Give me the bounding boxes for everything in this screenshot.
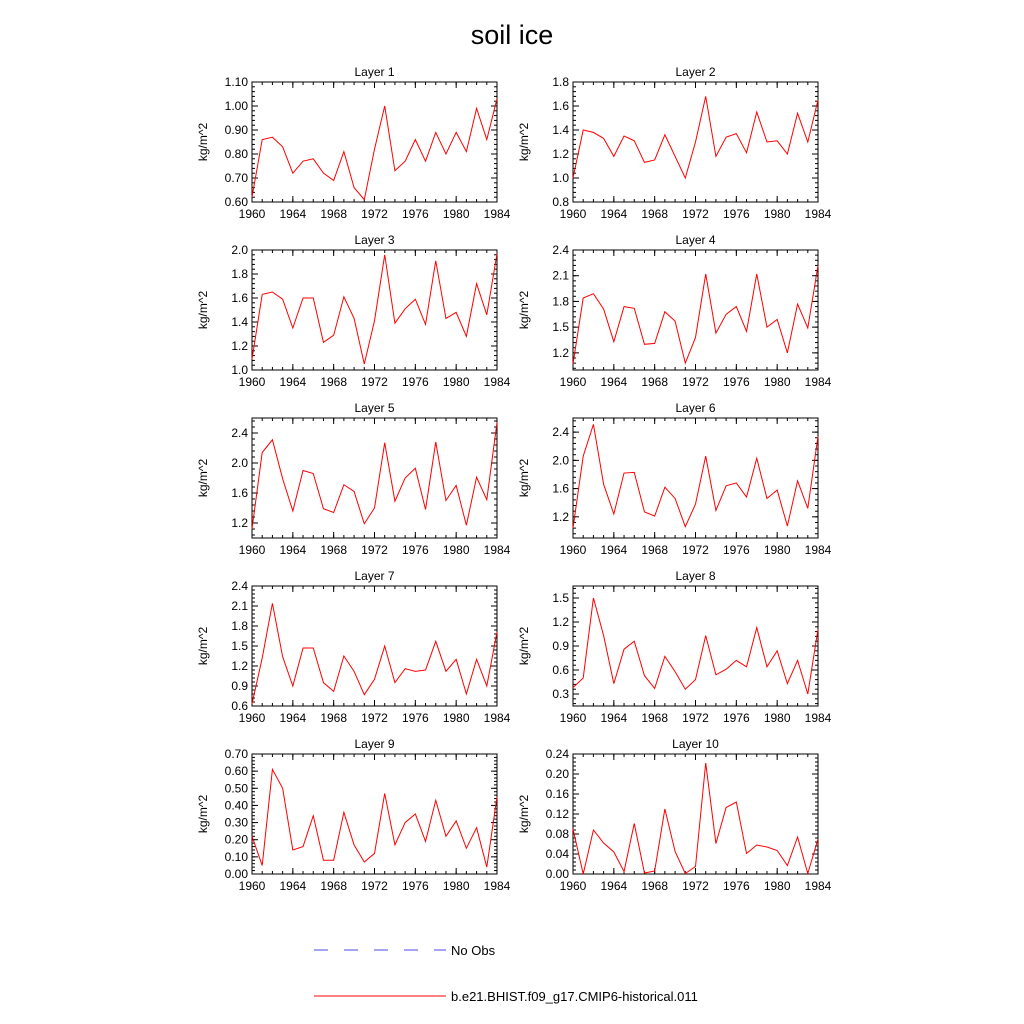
x-tick-label: 1984 bbox=[804, 879, 832, 893]
y-tick-label: 0.00 bbox=[545, 867, 569, 881]
y-tick-label: 0.04 bbox=[545, 847, 569, 861]
y-tick-label: 1.2 bbox=[552, 147, 569, 161]
y-tick-label: 2.4 bbox=[231, 579, 248, 593]
y-tick-label: 1.2 bbox=[552, 615, 569, 629]
x-tick-label: 1984 bbox=[483, 879, 511, 893]
x-tick-label: 1984 bbox=[804, 711, 832, 725]
y-tick-label: 0.90 bbox=[224, 123, 248, 137]
x-tick-label: 1968 bbox=[320, 543, 348, 557]
y-tick-label: 0.16 bbox=[545, 787, 569, 801]
y-tick-label: 1.8 bbox=[231, 619, 248, 633]
y-tick-label: 1.2 bbox=[552, 509, 569, 524]
x-tick-label: 1968 bbox=[320, 879, 348, 893]
plot-frame bbox=[252, 82, 497, 202]
y-tick-label: 2.0 bbox=[552, 453, 569, 468]
x-tick-label: 1984 bbox=[804, 207, 832, 221]
series-line bbox=[573, 598, 818, 694]
x-tick-label: 1960 bbox=[238, 711, 266, 725]
x-tick-label: 1960 bbox=[238, 375, 266, 389]
y-tick-label: 1.4 bbox=[552, 123, 569, 137]
y-axis-label: kg/m^2 bbox=[517, 458, 531, 498]
panel-layer-8 bbox=[517, 569, 832, 725]
y-tick-label: 0.9 bbox=[231, 679, 248, 693]
legend-entry-no-obs bbox=[314, 943, 496, 958]
y-tick-label: 1.0 bbox=[552, 171, 569, 185]
x-tick-label: 1980 bbox=[442, 207, 470, 221]
panel-title: Layer 2 bbox=[675, 65, 716, 79]
plot-frame bbox=[573, 250, 818, 370]
series-line bbox=[573, 763, 818, 874]
x-tick-label: 1960 bbox=[238, 543, 266, 557]
x-tick-label: 1968 bbox=[641, 375, 669, 389]
x-tick-label: 1980 bbox=[763, 207, 791, 221]
y-tick-label: 0.70 bbox=[224, 171, 248, 185]
x-tick-label: 1972 bbox=[361, 879, 388, 893]
y-tick-label: 0.30 bbox=[224, 815, 248, 830]
x-tick-label: 1960 bbox=[559, 207, 587, 221]
x-tick-label: 1964 bbox=[279, 543, 307, 557]
y-tick-label: 2.4 bbox=[552, 425, 569, 440]
x-tick-label: 1964 bbox=[600, 879, 628, 893]
y-tick-label: 1.5 bbox=[231, 639, 248, 653]
x-tick-label: 1968 bbox=[641, 207, 669, 221]
y-tick-label: 0.20 bbox=[545, 767, 569, 781]
y-tick-label: 2.0 bbox=[231, 456, 248, 470]
y-tick-label: 0.24 bbox=[545, 747, 569, 761]
y-tick-label: 2.1 bbox=[231, 599, 248, 613]
y-tick-label: 0.3 bbox=[552, 687, 569, 701]
x-tick-label: 1976 bbox=[401, 543, 429, 557]
y-tick-label: 1.8 bbox=[552, 75, 569, 89]
y-axis-label: kg/m^2 bbox=[517, 626, 531, 666]
plot-frame bbox=[252, 418, 497, 538]
figure-title: soil ice bbox=[470, 20, 554, 50]
y-tick-label: 1.2 bbox=[231, 516, 248, 530]
x-tick-label: 1984 bbox=[483, 207, 511, 221]
panel-grid bbox=[196, 65, 832, 893]
x-tick-label: 1976 bbox=[722, 711, 750, 725]
panel-title: Layer 9 bbox=[354, 737, 395, 751]
x-tick-label: 1984 bbox=[483, 375, 511, 389]
x-tick-label: 1968 bbox=[320, 207, 348, 221]
x-tick-label: 1976 bbox=[401, 207, 429, 221]
y-tick-label: 0.80 bbox=[224, 147, 248, 161]
y-axis-label: kg/m^2 bbox=[517, 122, 531, 162]
panel-layer-10 bbox=[517, 737, 832, 893]
x-tick-label: 1960 bbox=[559, 879, 587, 893]
y-tick-label: 0.60 bbox=[224, 195, 248, 209]
y-tick-label: 1.5 bbox=[552, 591, 569, 605]
y-tick-label: 0.10 bbox=[224, 849, 248, 864]
x-tick-label: 1980 bbox=[763, 879, 791, 893]
panel-layer-7 bbox=[196, 569, 511, 725]
x-tick-label: 1964 bbox=[279, 879, 307, 893]
y-tick-label: 1.2 bbox=[231, 339, 248, 353]
legend-entry-model bbox=[314, 989, 698, 1004]
y-tick-label: 1.8 bbox=[552, 294, 569, 309]
panel-title: Layer 6 bbox=[675, 401, 716, 415]
plot-frame bbox=[573, 418, 818, 538]
x-tick-label: 1960 bbox=[238, 879, 266, 893]
plot-frame bbox=[252, 586, 497, 706]
x-tick-label: 1980 bbox=[442, 543, 470, 557]
x-tick-label: 1976 bbox=[722, 543, 750, 557]
x-tick-label: 1964 bbox=[600, 207, 628, 221]
x-tick-label: 1964 bbox=[279, 711, 307, 725]
series-line bbox=[252, 99, 497, 200]
y-tick-label: 1.00 bbox=[224, 99, 248, 113]
x-tick-label: 1968 bbox=[320, 711, 348, 725]
plot-frame bbox=[252, 754, 497, 874]
y-tick-label: 1.6 bbox=[231, 486, 248, 500]
series-line bbox=[573, 265, 818, 364]
x-tick-label: 1976 bbox=[401, 879, 429, 893]
x-tick-label: 1964 bbox=[600, 375, 628, 389]
series-line bbox=[252, 423, 497, 530]
x-tick-label: 1976 bbox=[722, 375, 750, 389]
y-axis-label: kg/m^2 bbox=[196, 290, 210, 330]
y-tick-label: 0.00 bbox=[224, 867, 248, 881]
y-tick-label: 0.50 bbox=[224, 781, 248, 796]
x-tick-label: 1968 bbox=[641, 879, 669, 893]
plot-frame bbox=[252, 250, 497, 370]
x-tick-label: 1972 bbox=[682, 711, 709, 725]
y-tick-label: 0.6 bbox=[552, 663, 569, 677]
y-tick-label: 1.6 bbox=[552, 99, 569, 113]
panel-title: Layer 1 bbox=[354, 65, 395, 79]
x-tick-label: 1980 bbox=[763, 375, 791, 389]
x-tick-label: 1960 bbox=[559, 543, 587, 557]
y-axis-label: kg/m^2 bbox=[517, 794, 531, 834]
y-tick-label: 1.2 bbox=[552, 345, 569, 360]
x-tick-label: 1972 bbox=[682, 375, 709, 389]
panel-layer-3 bbox=[196, 233, 511, 389]
series-line bbox=[252, 769, 497, 867]
y-tick-label: 1.0 bbox=[231, 363, 248, 377]
x-tick-label: 1964 bbox=[600, 711, 628, 725]
panel-title: Layer 10 bbox=[672, 737, 719, 751]
y-axis-label: kg/m^2 bbox=[196, 122, 210, 162]
x-tick-label: 1980 bbox=[442, 879, 470, 893]
series-line bbox=[573, 96, 818, 178]
plot-frame bbox=[573, 586, 818, 706]
panel-layer-6 bbox=[517, 401, 832, 557]
y-tick-label: 0.40 bbox=[224, 798, 248, 813]
x-tick-label: 1984 bbox=[483, 711, 511, 725]
panel-layer-5 bbox=[196, 401, 511, 557]
y-tick-label: 0.08 bbox=[545, 827, 569, 841]
x-tick-label: 1976 bbox=[401, 375, 429, 389]
x-tick-label: 1972 bbox=[682, 543, 709, 557]
panel-title: Layer 5 bbox=[354, 401, 395, 415]
panel-layer-1 bbox=[196, 65, 511, 221]
y-tick-label: 1.2 bbox=[231, 659, 248, 673]
y-tick-label: 0.12 bbox=[545, 807, 569, 821]
legend-label-no-obs: No Obs bbox=[451, 943, 496, 958]
panel-layer-4 bbox=[517, 233, 832, 389]
x-tick-label: 1964 bbox=[279, 375, 307, 389]
y-tick-label: 2.4 bbox=[552, 243, 569, 257]
y-tick-label: 2.1 bbox=[552, 268, 569, 283]
x-tick-label: 1972 bbox=[361, 543, 388, 557]
x-tick-label: 1972 bbox=[682, 207, 709, 221]
y-tick-label: 1.6 bbox=[231, 291, 248, 305]
series-line bbox=[252, 254, 497, 364]
y-tick-label: 1.4 bbox=[231, 315, 248, 329]
x-tick-label: 1980 bbox=[763, 543, 791, 557]
panel-title: Layer 8 bbox=[675, 569, 716, 583]
y-axis-label: kg/m^2 bbox=[196, 794, 210, 834]
y-tick-label: 0.6 bbox=[231, 699, 248, 713]
series-line bbox=[573, 424, 818, 528]
y-tick-label: 0.20 bbox=[224, 832, 248, 847]
x-tick-label: 1960 bbox=[559, 711, 587, 725]
x-tick-label: 1980 bbox=[442, 375, 470, 389]
x-tick-label: 1976 bbox=[722, 207, 750, 221]
x-tick-label: 1984 bbox=[804, 375, 832, 389]
y-axis-label: kg/m^2 bbox=[517, 290, 531, 330]
y-tick-label: 1.6 bbox=[552, 481, 569, 496]
x-tick-label: 1972 bbox=[361, 711, 388, 725]
panel-title: Layer 7 bbox=[354, 569, 395, 583]
x-tick-label: 1980 bbox=[442, 711, 470, 725]
y-tick-label: 1.5 bbox=[552, 320, 569, 335]
y-axis-label: kg/m^2 bbox=[196, 626, 210, 666]
y-tick-label: 0.60 bbox=[224, 764, 248, 779]
legend-label-model: b.e21.BHIST.f09_g17.CMIP6-historical.011 bbox=[451, 989, 698, 1004]
x-tick-label: 1984 bbox=[483, 543, 511, 557]
y-tick-label: 2.4 bbox=[231, 426, 248, 440]
x-tick-label: 1972 bbox=[361, 375, 388, 389]
x-tick-label: 1972 bbox=[682, 879, 709, 893]
y-tick-label: 0.8 bbox=[552, 195, 569, 209]
x-tick-label: 1960 bbox=[559, 375, 587, 389]
x-tick-label: 1964 bbox=[600, 543, 628, 557]
panel-title: Layer 4 bbox=[675, 233, 716, 247]
x-tick-label: 1968 bbox=[320, 375, 348, 389]
y-axis-label: kg/m^2 bbox=[196, 458, 210, 498]
legend bbox=[314, 943, 698, 1004]
x-tick-label: 1976 bbox=[401, 711, 429, 725]
y-tick-label: 0.70 bbox=[224, 747, 248, 761]
series-line bbox=[252, 603, 497, 704]
x-tick-label: 1964 bbox=[279, 207, 307, 221]
x-tick-label: 1968 bbox=[641, 543, 669, 557]
y-tick-label: 2.0 bbox=[231, 243, 248, 257]
y-tick-label: 0.9 bbox=[552, 639, 569, 653]
panel-layer-9 bbox=[196, 737, 511, 893]
x-tick-label: 1980 bbox=[763, 711, 791, 725]
x-tick-label: 1972 bbox=[361, 207, 388, 221]
y-tick-label: 1.10 bbox=[224, 75, 248, 89]
x-tick-label: 1976 bbox=[722, 879, 750, 893]
x-tick-label: 1960 bbox=[238, 207, 266, 221]
x-tick-label: 1968 bbox=[641, 711, 669, 725]
panel-title: Layer 3 bbox=[354, 233, 395, 247]
y-tick-label: 1.8 bbox=[231, 267, 248, 281]
x-tick-label: 1984 bbox=[804, 543, 832, 557]
panel-layer-2 bbox=[517, 65, 832, 221]
